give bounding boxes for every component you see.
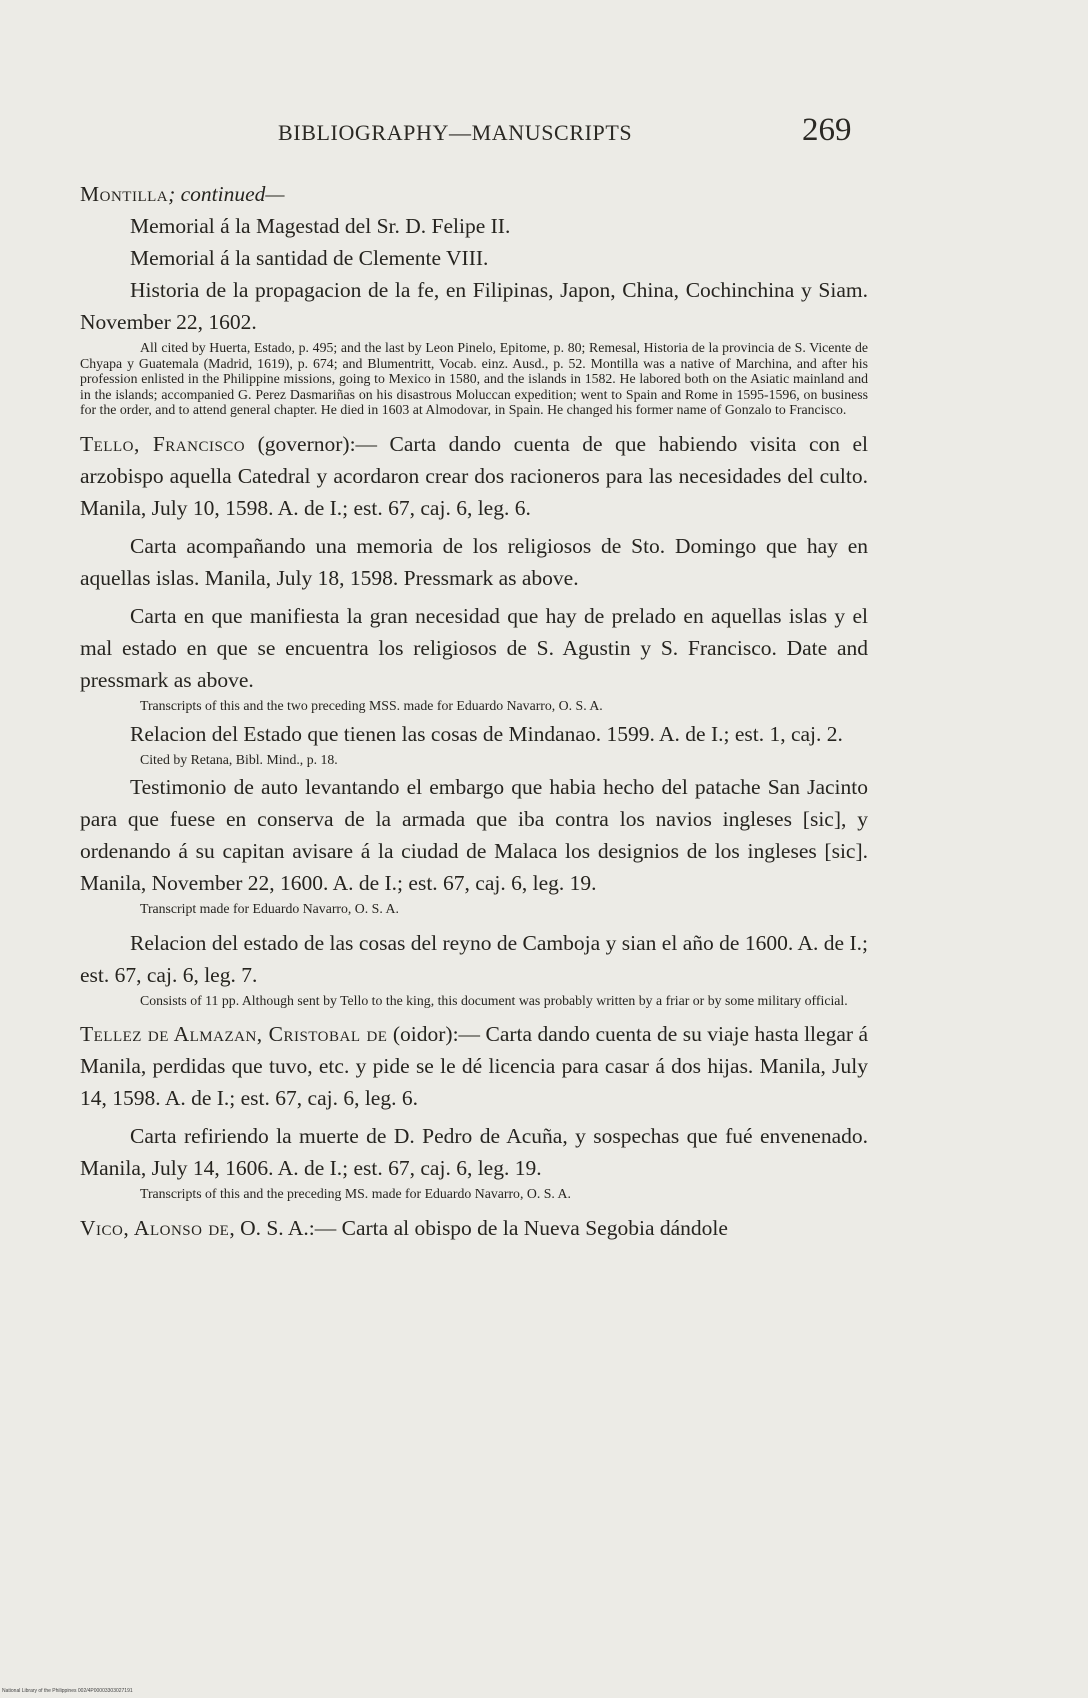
tello-item-3: Carta en que manifiesta la gran necesidad que hay de prelado en aquellas islas y el mal estado en que se encuentra los religiosos de S. Agustin y S. Francisco. Date and pressmark as above. — [80, 603, 868, 692]
tello-entry — [80, 428, 868, 524]
tello-item-5: Testimonio de auto levantando el embargo que habia hecho del patache San Jacinto para que fuese en conserva de la armada que iba contra los navios ingleses [sic], y ordenando á su capitan avisare á la ciudad de Malaca los designios de los ingleses [sic]. Manila, November 22, 1600. A. de I.; est. 67, caj. 6, leg. 19. — [80, 775, 868, 896]
montilla-note: All cited by Huerta, Estado, p. 495; and the last by Leon Pinelo, Epitome, p. 80; Remesal, Historia de la provincia de S. Vicente de Chyapa y Guatemala (Madrid, 1619), p. 674; and Blumentritt, Vocab. einz. Ausd., p. 52. Montilla was a native of Marchina, and after his profession enlisted in the Philippine missions, going to Mexico in 1580, and the islands in 1582. He labored both on the Asiatic mainland and in the islands; accompanied G. Perez Dasmariñas on his disastrous Moluccan expedition; went to Spain and Rome in 1595-1596, on business for the order, and to attend general chapter. He died in 1603 at Almodovar, in Spain. He changed his former name of Gonzalo to Francisco. — [80, 340, 868, 418]
page-header — [0, 112, 1088, 156]
page-body — [80, 174, 868, 1244]
author-name: Tellez de Almazan, Cristobal de — [80, 1022, 388, 1047]
running-head: BIBLIOGRAPHY—MANUSCRIPTS — [278, 120, 633, 145]
author-name: Montilla — [80, 182, 169, 206]
continued-label: ; continued— — [168, 182, 285, 206]
tello-item-1: Carta dando cuenta de que habiendo visita con el arzobispo aquella Catedral y acordaron crear dos racioneros para las necesidades del culto. Manila, July 10, 1598. A. de I.; est. 67, caj. 6, leg. 6. — [80, 431, 868, 520]
montilla-heading — [80, 178, 868, 210]
tello-item-6: Relacion del estado de las cosas del reyno de Camboja y sian el año de 1600. A. de I.; est. 67, caj. 6, leg. 7. — [80, 930, 868, 987]
tellez-item-2: Carta refiriendo la muerte de D. Pedro de Acuña, y sospechas que fué envenenado. Manila, July 14, 1606. A. de I.; est. 67, caj. 6, leg. 19. — [80, 1124, 868, 1181]
montilla-item-2: Memorial á la santidad de Clemente VIII. — [130, 246, 489, 270]
tellez-item-1: Carta dando cuenta de su viaje hasta llegar á Manila, perdidas que tuvo, etc. y pide se le dé licencia para casar á dos hijas. Manila, July 14, 1598. A. de I.; est. 67, caj. 6, leg. 6. — [80, 1022, 869, 1111]
author-role: , O. S. A.:— — [229, 1215, 337, 1240]
page-number: 269 — [802, 112, 852, 148]
tello-note-6: Consists of 11 pp. Although sent by Tello to the king, this document was probably written by a friar or by some military official. — [140, 992, 848, 1008]
montilla-item-1: Memorial á la Magestad del Sr. D. Felipe II. — [130, 214, 511, 238]
author-role: (oidor):— — [387, 1022, 481, 1047]
tellez-note-2: Transcripts of this and the preceding MS. made for Eduardo Navarro, O. S. A. — [140, 1186, 571, 1202]
tellez-entry — [80, 1018, 868, 1114]
author-name: Vico, Alonso de — [80, 1215, 230, 1240]
tello-note-5: Transcript made for Eduardo Navarro, O. S. A. — [140, 901, 399, 917]
tello-note-4: Cited by Retana, Bibl. Mind., p. 18. — [140, 751, 338, 767]
scan-footer: National Library of the Philippines 002/4P00003303027191 — [2, 1688, 133, 1694]
tello-item-4: Relacion del Estado que tienen las cosas de Mindanao. 1599. A. de I.; est. 1, caj. 2. — [130, 721, 843, 746]
tello-note-3: Transcripts of this and the two preceding MSS. made for Eduardo Navarro, O. S. A. — [140, 697, 603, 713]
vico-item-1: Carta al obispo de la Nueva Segobia dándole — [341, 1215, 728, 1240]
author-role: (governor):— — [245, 431, 378, 456]
vico-entry — [80, 1212, 868, 1244]
tello-item-2: Carta acompañando una memoria de los religiosos de Sto. Domingo que hay en aquellas islas. Manila, July 18, 1598. Pressmark as above. — [80, 533, 868, 590]
author-name: Tello, Francisco — [80, 431, 246, 456]
montilla-item-3: Historia de la propagacion de la fe, en Filipinas, Japon, China, Cochinchina y Siam. November 22, 1602. — [80, 278, 868, 334]
